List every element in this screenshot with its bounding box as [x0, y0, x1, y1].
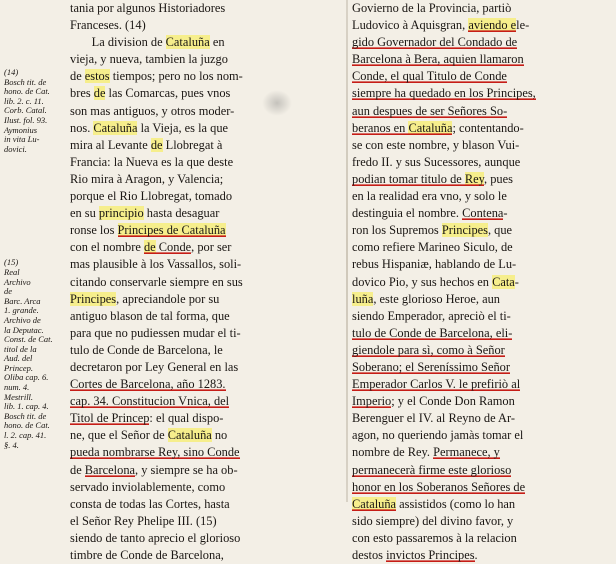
right-column-line	[352, 325, 614, 342]
text-run: consta de todas las Cortes, hasta	[70, 496, 230, 511]
text-run: Llobregat à	[162, 137, 223, 152]
right-column-line	[352, 274, 614, 291]
right-column-line	[352, 188, 614, 205]
right-column-line	[352, 103, 614, 120]
right-column-line	[352, 205, 614, 222]
right-column-line	[352, 376, 614, 393]
text-run: aun despues de ser Señores So-	[352, 103, 508, 118]
column-gutter	[346, 0, 348, 502]
left-column-line	[70, 462, 344, 479]
text-run: tulo de Conde de Barcelona, eli-	[352, 325, 513, 340]
left-column-line	[70, 256, 344, 273]
right-column-line	[352, 410, 614, 427]
text-run: Cataluña	[167, 428, 212, 443]
text-run: de	[70, 462, 85, 477]
text-run: en	[209, 35, 225, 50]
text-run: Cataluña	[165, 35, 210, 50]
text-run: destos	[352, 548, 387, 562]
text-run: invictos Principes	[386, 548, 475, 562]
text-run: Conde, el qual Titulo de Conde	[352, 69, 507, 84]
text-run: agon, no queriendo jamàs tomar el	[352, 428, 524, 443]
text-run: en la realidad era vno, y solo le	[352, 189, 507, 204]
text-run: cap. 34. Constitucion Vnica, del	[70, 394, 230, 409]
text-run: para que no pudiessen mudar el ti-	[70, 325, 241, 340]
text-run: Rey	[464, 171, 485, 186]
text-run: como refiere Marineo Siculo, de	[352, 240, 513, 255]
text-run: decretaron por Ley General en las	[70, 359, 239, 374]
right-column-line	[352, 427, 614, 444]
text-run: Emperador Carlos V. le prefiriò al	[352, 377, 521, 392]
text-run: Cataluña	[408, 120, 453, 135]
text-run: le-	[516, 18, 530, 33]
text-run: siempre ha quedado en los Principes,	[352, 86, 536, 101]
right-column-line	[352, 496, 614, 513]
left-column-line	[70, 376, 344, 393]
right-column-line	[352, 85, 614, 102]
left-column-line	[70, 479, 344, 496]
text-run: nos.	[70, 120, 94, 135]
text-run: Principes de Cataluña	[117, 223, 226, 238]
text-run: podian tomar titulo de	[352, 171, 465, 186]
text-run: las Comarcas, pues vnos	[105, 86, 231, 101]
text-run: estos	[84, 69, 110, 84]
text-run: tania por algunos Historiadores	[70, 1, 226, 15]
right-column-line	[352, 479, 614, 496]
left-column-line	[70, 393, 344, 410]
right-column-line	[352, 17, 614, 34]
text-run: gido Governador del Condado de	[352, 35, 518, 50]
left-column-line	[70, 188, 344, 205]
text-run: en su	[70, 206, 99, 221]
text-run: Contena	[462, 206, 504, 221]
left-column-line	[70, 51, 344, 68]
text-run: , y siempre se ha ob-	[135, 462, 238, 477]
text-run: honor en los Soberanos Señores de	[352, 479, 526, 494]
right-column-line	[352, 222, 614, 239]
text-run: Govierno de la Provincia, partiò	[352, 1, 512, 15]
text-run: Permanece, y	[433, 445, 500, 460]
text-run: siendo Emperador, apreciò el ti-	[352, 308, 511, 323]
text-run: destinguia el nombre.	[352, 206, 463, 221]
left-column-line	[70, 0, 344, 17]
left-column-line	[70, 205, 344, 222]
text-run: Cataluña	[93, 120, 138, 135]
text-run: , por ser	[191, 240, 232, 255]
margin-note-14: (14) Bosch tit. de hono. de Cat. lib. 2. c. 11. Corb. Catal. Ilust. fol. 93. Aymonius in vita Lu- dovici.	[4, 67, 50, 154]
right-column-line	[352, 393, 614, 410]
text-run: sido siempre) del divino favor, y	[352, 513, 514, 528]
right-column-line	[352, 547, 614, 564]
text-run: hasta desaguar	[143, 206, 220, 221]
left-column-line	[70, 137, 344, 154]
text-run: ; y el Conde Don Ramon	[391, 394, 515, 409]
text-run: assistidos (como lo han	[396, 496, 516, 511]
text-run: Principes	[441, 223, 488, 238]
margin-notes	[4, 8, 66, 450]
text-run: con esto passaremos à la relacion	[352, 530, 517, 545]
left-column-line	[70, 359, 344, 376]
text-run: de	[150, 137, 163, 152]
text-run: aviendo e	[468, 18, 517, 33]
text-run: : el qual dispo-	[149, 411, 224, 426]
text-run: Ludovico à Aquisgran,	[352, 18, 469, 33]
text-run: Titol de Princep	[70, 411, 150, 426]
right-column-line	[352, 359, 614, 376]
text-run: mas plausible à los Vassallos, soli-	[70, 257, 242, 272]
right-column-line	[352, 513, 614, 530]
left-column-line	[70, 85, 344, 102]
text-run: , pues	[484, 171, 513, 186]
text-run: principio	[98, 206, 144, 221]
text-run: vieja, y nueva, tambien la juzgo	[70, 52, 228, 67]
right-column-line	[352, 291, 614, 308]
left-column-line	[70, 120, 344, 137]
text-run: , este glorioso Heroe, aun	[373, 291, 500, 306]
text-run: permanecerà firme este glorioso	[352, 462, 512, 477]
text-run: nombre de Rey.	[352, 445, 434, 460]
left-column-line	[70, 513, 344, 530]
right-column-line	[352, 68, 614, 85]
text-run: el Señor Rey Phelipe III. (15)	[70, 513, 217, 528]
left-column-line	[70, 239, 344, 256]
left-column-line	[70, 274, 344, 291]
text-run: la Vieja, es la que	[137, 120, 229, 135]
text-run: servado inviolablemente, como	[70, 479, 226, 494]
right-column-line	[352, 51, 614, 68]
text-run: -	[514, 274, 519, 289]
text-run: Cortes de Barcelona, año 1283.	[70, 377, 226, 392]
right-column-line	[352, 256, 614, 273]
text-run: La division de	[70, 35, 166, 50]
right-column-line	[352, 342, 614, 359]
right-column-line	[352, 530, 614, 547]
text-run: , que	[487, 223, 513, 238]
text-run: antiguo blason de tal forma, que	[70, 308, 230, 323]
text-run: de	[93, 86, 106, 101]
left-column-line	[70, 444, 344, 461]
left-column-line	[70, 496, 344, 513]
right-column-line	[352, 137, 614, 154]
text-run: ; contentando-	[452, 120, 524, 135]
left-column-line	[70, 342, 344, 359]
text-run: con el nombre	[70, 240, 144, 255]
text-column-right	[352, 0, 614, 564]
right-column-line	[352, 239, 614, 256]
right-column-line	[352, 171, 614, 188]
text-run: Soberano; el Sereníssimo Señor	[352, 359, 510, 374]
text-run: tulo de Conde de Barcelona, le	[70, 342, 223, 357]
left-column-line	[70, 291, 344, 308]
text-run: Imperio	[352, 394, 392, 409]
text-run: Conde	[155, 240, 192, 255]
text-run: pueda nombrarse Rey, sino Conde	[70, 445, 240, 460]
text-run: Franceses. (14)	[70, 18, 146, 33]
text-run: ronse los	[70, 223, 118, 238]
text-run: Barcelona à Bera, aquien llamaron	[352, 52, 524, 67]
left-column-line	[70, 154, 344, 171]
left-column-line	[70, 325, 344, 342]
text-run: se con este nombre, y blason Vui-	[352, 137, 520, 152]
text-run: siendo de tanto aprecio el glorioso	[70, 530, 241, 545]
margin-note-15: (15) Real Archivo de Barc. Arca 1. grande. Archivo de la Deputac. Const. de Cat. titol de la Aud. del Princep. Oliba cap. 6. num. 4. Mestrill. lib. 1. cap. 4. Bosch tit. de hono. de Cat. l. 2. cap. 41. §. 4.	[4, 257, 53, 450]
text-run: no	[211, 428, 228, 443]
left-column-line	[70, 17, 344, 34]
text-run: Francia: la Nueva es la que deste	[70, 154, 234, 169]
text-column-left	[70, 0, 344, 564]
text-run: timbre de Conde de Barcelona,	[70, 548, 224, 562]
text-run: mira al Levante	[70, 137, 151, 152]
text-run: Berenguer el IV. al Reyno de Ar-	[352, 411, 515, 426]
right-column-line	[352, 308, 614, 325]
left-column-line	[70, 530, 344, 547]
right-column-line	[352, 120, 614, 137]
text-run: -	[503, 206, 508, 221]
text-run: Cata	[492, 274, 515, 289]
text-run: Cataluña	[352, 496, 397, 511]
text-run: son mas antiguos, y otros moder-	[70, 103, 235, 118]
text-run: citando conservarle siempre en sus	[70, 274, 243, 289]
left-column-line	[70, 103, 344, 120]
text-run: rebus Hispaniæ, hablando de Lu-	[352, 257, 517, 272]
left-column-line	[70, 68, 344, 85]
left-column-line	[70, 547, 344, 564]
left-column-line	[70, 427, 344, 444]
text-run: de	[143, 240, 156, 255]
text-run: de	[70, 69, 85, 84]
right-column-line	[352, 154, 614, 171]
text-run: giendole para sì, como à Señor	[352, 342, 505, 357]
text-run: Principes	[70, 291, 117, 306]
text-run: porque el Rio Llobregat, tomado	[70, 189, 233, 204]
text-run: ron los Supremos	[352, 223, 442, 238]
text-run: ne, que el Señor de	[70, 428, 168, 443]
left-column-line	[70, 171, 344, 188]
text-run: luña	[352, 291, 374, 306]
text-run: , apreciandole por su	[116, 291, 220, 306]
right-column-line	[352, 0, 614, 17]
text-run: .	[474, 548, 478, 562]
left-column-line	[70, 410, 344, 427]
text-run: beranos en	[352, 120, 409, 135]
right-column-line	[352, 462, 614, 479]
text-run: Rio mira à Aragon, y Valencia;	[70, 171, 224, 186]
text-run: tiempos; pero no los nom-	[109, 69, 243, 84]
left-column-line	[70, 222, 344, 239]
text-run: Barcelona	[84, 462, 136, 477]
right-column-line	[352, 444, 614, 461]
text-run: dovico Pio, y sus hechos en	[352, 274, 493, 289]
text-run: bres	[70, 86, 94, 101]
left-column-line	[70, 34, 344, 51]
left-column-line	[70, 308, 344, 325]
text-run: fredo II. y sus Sucessores, aunque	[352, 154, 521, 169]
right-column-line	[352, 34, 614, 51]
